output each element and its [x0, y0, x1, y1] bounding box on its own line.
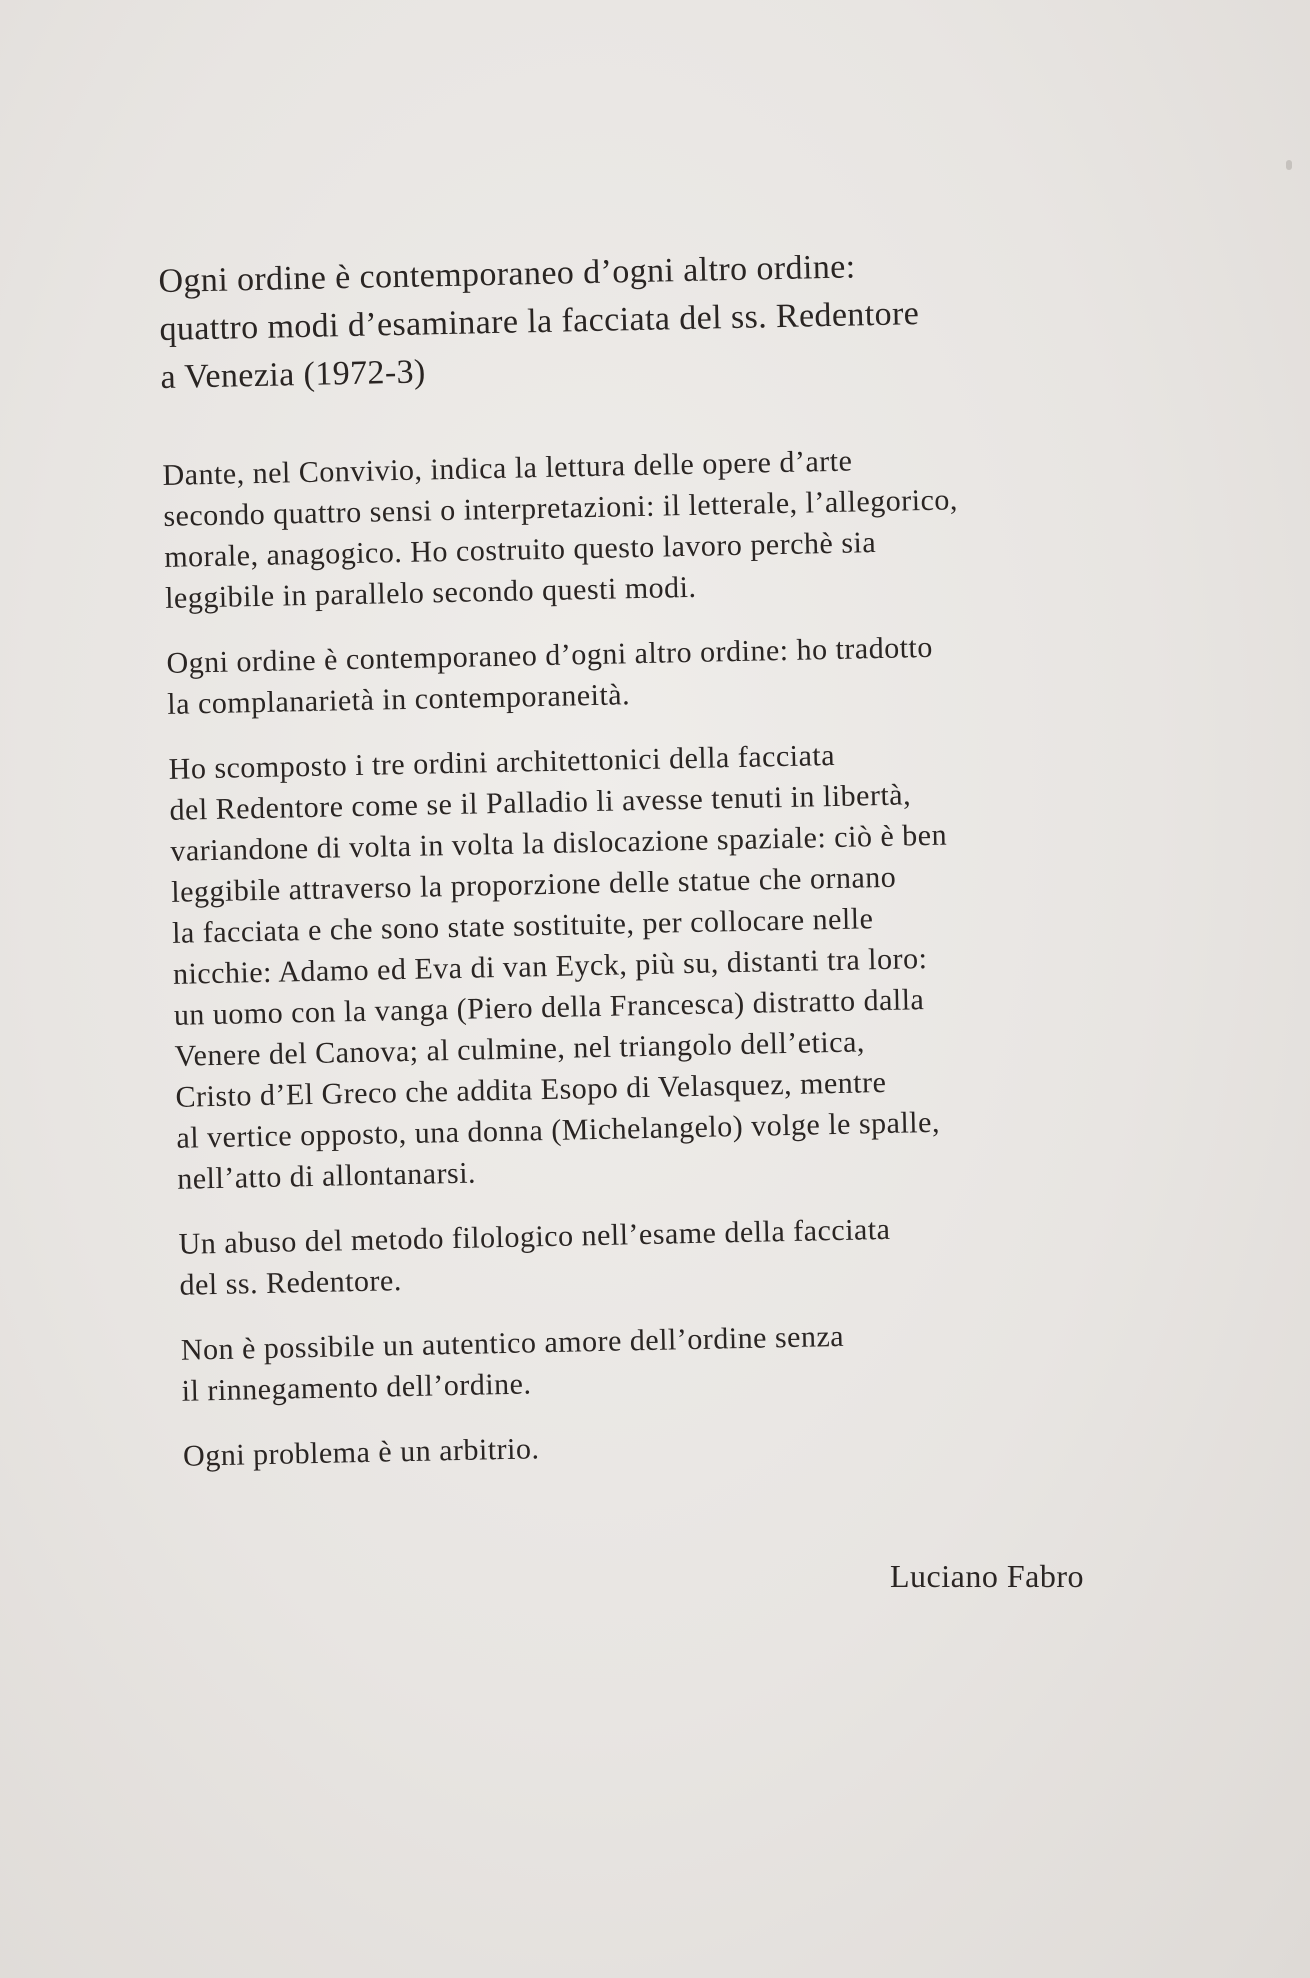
text-line: Ho scomposto i tre ordini architettonici della facciata — [168, 738, 836, 786]
title-line-2: quattro modi d’esaminare la facciata del ss. Redentore — [159, 295, 920, 348]
text-line: variandone di volta in volta la dislocazione spaziale: ciò è ben — [170, 818, 948, 868]
text-line: secondo quattro sensi o interpretazioni: il letterale, l’allegorico, — [163, 483, 959, 533]
document-title — [158, 237, 1141, 401]
paragraph-problema — [183, 1415, 1164, 1477]
text-line: nicchie: Adamo ed Eva di van Eyck, più su, distanti tra loro: — [172, 942, 928, 991]
text-line: al vertice opposto, una donna (Michelangelo) volge le spalle, — [176, 1105, 941, 1155]
text-block — [158, 237, 1164, 1500]
paragraph-dante — [162, 434, 1145, 618]
document-body — [162, 434, 1163, 1476]
paragraph-ordine — [166, 622, 1148, 725]
text-line: morale, anagogico. Ho costruito questo lavoro perchè sia — [163, 526, 877, 574]
text-line: Ogni problema è un arbitrio. — [182, 1432, 540, 1473]
text-line: nell’atto di allontanarsi. — [176, 1156, 477, 1196]
text-line: Venere del Canova; al culmine, nel triangolo dell’etica, — [174, 1025, 866, 1073]
author-signature: Luciano Fabro — [890, 1558, 1084, 1594]
text-line: del Redentore come se il Palladio li avesse tenuti in libertà, — [169, 778, 912, 827]
text-line: il rinnegamento dell’ordine. — [181, 1367, 532, 1408]
text-line: leggibile attraverso la proporzione delle statue che ornano — [170, 860, 897, 909]
title-line-3: a Venezia (1972-3) — [160, 353, 427, 396]
text-line: del ss. Redentore. — [179, 1264, 403, 1302]
paragraph-abuso — [178, 1203, 1160, 1306]
paragraph-amore — [180, 1309, 1162, 1412]
text-line: Cristo d’El Greco che addita Esopo di Velasquez, mentre — [175, 1065, 887, 1114]
text-line: Dante, nel Convivio, indica la lettura delle opere d’arte — [162, 444, 853, 492]
paragraph-redentore — [168, 728, 1157, 1199]
text-line: Un abuso del metodo filologico nell’esame della facciata — [178, 1212, 891, 1261]
text-line: un uomo con la vanga (Piero della Francesca) distratto dalla — [173, 983, 925, 1032]
title-line-1: Ogni ordine è contemporaneo d’ogni altro ordine: — [158, 248, 856, 300]
text-line: la facciata e che sono state sostituite, per collocare nelle — [171, 902, 874, 950]
text-line: Ogni ordine è contemporaneo d’ogni altro ordine: ho tradotto — [166, 630, 934, 680]
text-line: Non è possibile un autentico amore dell’ordine senza — [180, 1319, 845, 1367]
text-line: la complanarietà in contemporaneità. — [167, 678, 631, 721]
paper-mark — [1286, 160, 1292, 170]
text-line: leggibile in parallelo secondo questi modi. — [164, 570, 697, 615]
